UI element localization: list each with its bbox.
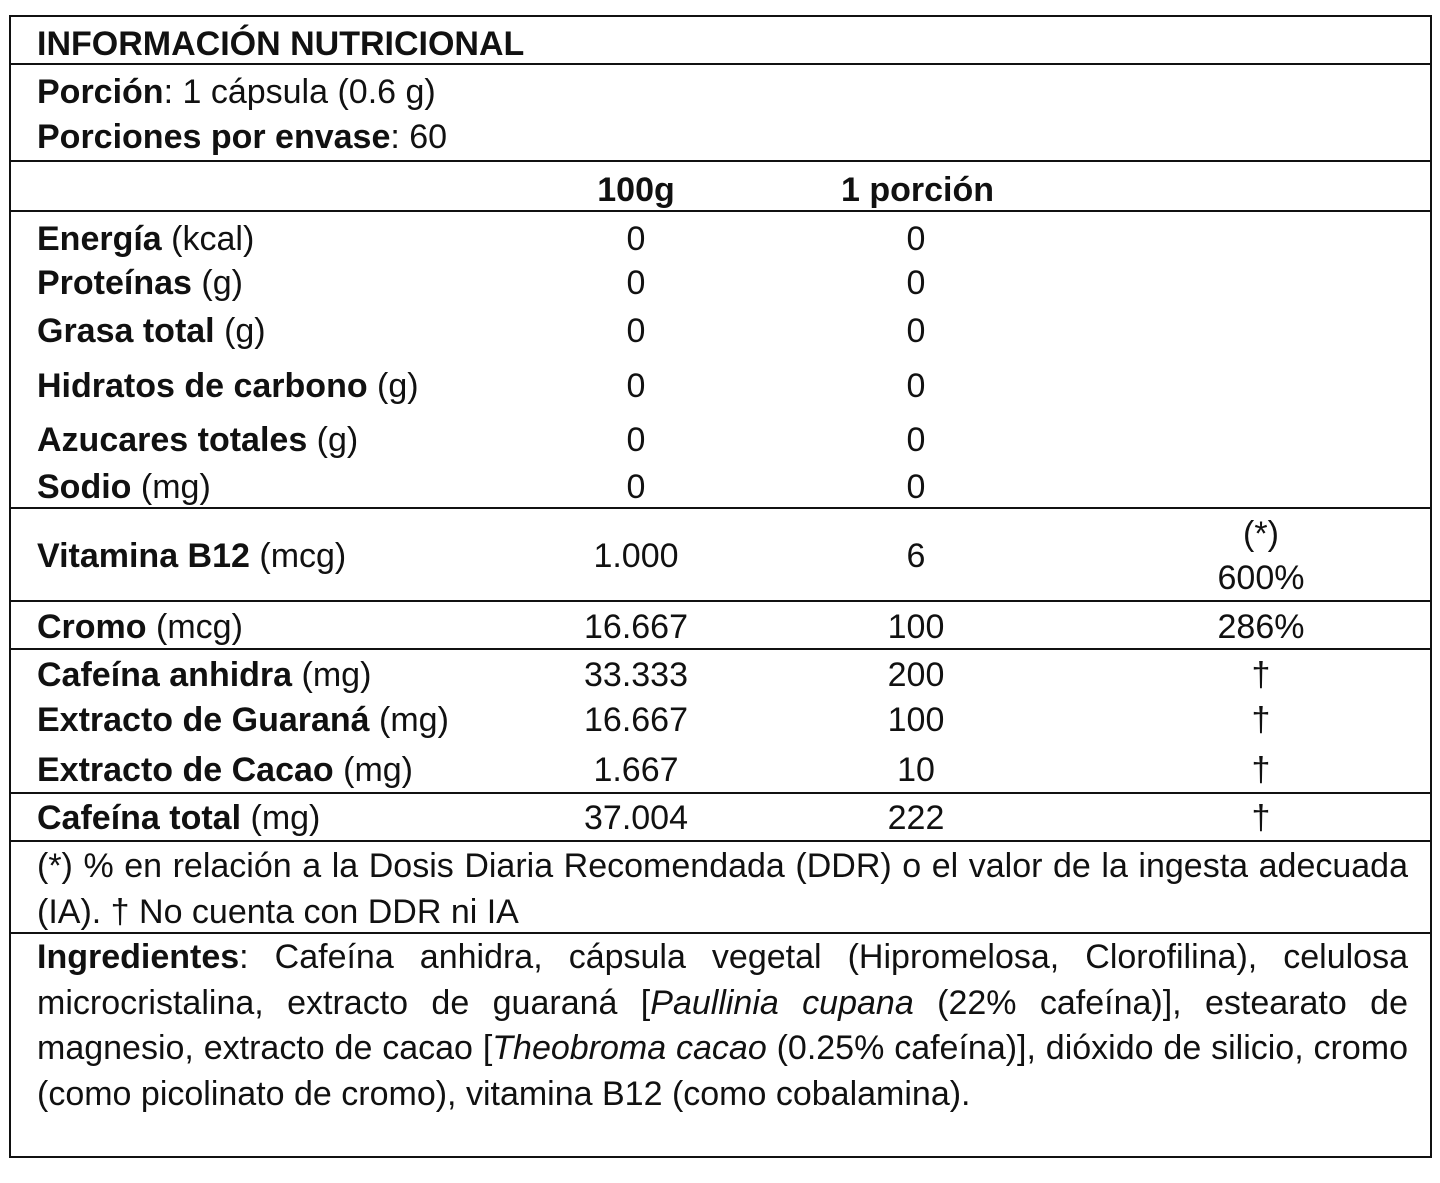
value-100g: 0 (626, 421, 646, 459)
value-100g: 0 (626, 312, 646, 350)
footnote-text: (*) % en relación a la Dosis Diaria Recomendada (DDR) o el valor de la ingesta adecuada (IA). † No cuenta con DDR ni IA (37, 847, 1408, 931)
ingredients-text: Ingredientes: Cafeína anhidra, cápsula vegetal (Hipromelosa, Clorofilina), celulosa microcristalina, extracto de guaraná [Paullinia cupana (22% cafeína)], estearato de magnesio, extracto de cacao [Theobroma cacao (0.25% cafeína)], dióxido de silicio, cromo (como picolinato de cromo), vitamina B12 (como cobalamina). (37, 938, 1408, 1113)
row-label: Cromo (mcg) (37, 608, 243, 646)
value-serving: 100 (887, 608, 945, 646)
value-serving: 0 (906, 264, 926, 302)
nutrition-facts-panel (9, 15, 1432, 1158)
ddr-note: (*) (1243, 515, 1279, 553)
row-label: Proteínas (g) (37, 264, 243, 302)
value-serving: 222 (887, 799, 945, 837)
serving-section (11, 65, 1430, 162)
mineral-section (11, 602, 1430, 650)
ddr-dagger: † (1251, 751, 1271, 789)
vitamin-section (11, 509, 1430, 602)
ddr-value: 286% (1217, 608, 1305, 646)
value-100g: 0 (626, 264, 646, 302)
value-serving: 0 (906, 421, 926, 459)
row-label: Cafeína anhidra (mg) (37, 656, 372, 694)
panel-title: INFORMACIÓN NUTRICIONAL (37, 25, 525, 63)
servings-label: Porciones por envase (37, 118, 391, 156)
species-name: Paullinia cupana (650, 983, 914, 1022)
footnote-section (11, 842, 1430, 934)
value-100g: 0 (626, 468, 646, 506)
value-100g: 1.000 (593, 537, 679, 575)
value-serving: 100 (887, 701, 945, 739)
portion-value: : 1 cápsula (0.6 g) (163, 73, 436, 111)
row-label: Hidratos de carbono (g) (37, 367, 419, 405)
portion-label: Porción (37, 73, 164, 111)
column-header-100g: 100g (597, 171, 675, 209)
value-100g: 1.667 (593, 751, 679, 789)
value-100g: 0 (626, 367, 646, 405)
value-serving: 0 (906, 468, 926, 506)
title-section (11, 17, 1430, 65)
row-label: Azucares totales (g) (37, 421, 359, 459)
row-label: Cafeína total (mg) (37, 799, 321, 837)
ddr-dagger: † (1251, 799, 1271, 837)
value-100g: 16.667 (584, 701, 688, 739)
total-caffeine-section (11, 794, 1430, 842)
ingredients-section (11, 934, 1430, 1158)
row-label: Grasa total (g) (37, 312, 266, 350)
ingredients-label: Ingredientes (37, 938, 240, 976)
species-name: Theobroma cacao (492, 1029, 767, 1067)
servings-value: : 60 (390, 118, 448, 156)
value-100g: 16.667 (584, 608, 688, 646)
value-100g: 37.004 (584, 799, 688, 837)
column-header-serving: 1 porción (841, 171, 995, 209)
row-label: Vitamina B12 (mcg) (37, 537, 347, 575)
value-serving: 200 (887, 656, 945, 694)
caffeine-sources-section (11, 650, 1430, 794)
ddr-value: 600% (1217, 559, 1305, 597)
servings-line (37, 120, 447, 154)
value-serving: 0 (906, 312, 926, 350)
value-serving: 0 (906, 220, 926, 258)
value-100g: 33.333 (584, 656, 688, 694)
row-label: Sodio (mg) (37, 468, 211, 506)
row-label: Extracto de Cacao (mg) (37, 751, 413, 789)
value-serving: 0 (906, 367, 926, 405)
row-label: Extracto de Guaraná (mg) (37, 701, 449, 739)
basic-nutrients-section (11, 212, 1430, 509)
value-serving: 6 (906, 537, 926, 575)
portion-line (37, 75, 436, 109)
value-100g: 0 (626, 220, 646, 258)
value-serving: 10 (897, 751, 935, 789)
row-label: Energía (kcal) (37, 220, 255, 258)
ddr-dagger: † (1251, 656, 1271, 694)
column-header-section (11, 162, 1430, 212)
ddr-dagger: † (1251, 701, 1271, 739)
